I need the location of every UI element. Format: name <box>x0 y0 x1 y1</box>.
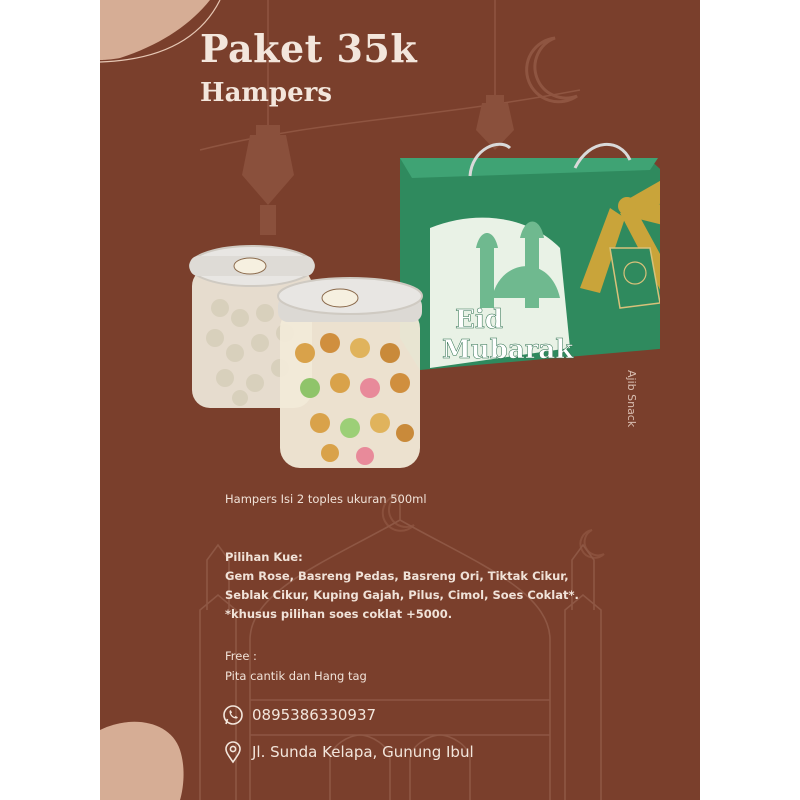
phone-contact <box>222 704 376 726</box>
jar-mixed-snack <box>278 278 422 468</box>
location-pin-icon <box>222 740 244 764</box>
product-photo <box>180 138 660 478</box>
choices-note: *khusus pilihan soes coklat +5000. <box>225 607 453 621</box>
free-section <box>225 646 367 686</box>
corner-blob-bottom-left <box>100 722 184 800</box>
free-label: Free : <box>225 649 257 663</box>
box-text-mubarak: Mubarak <box>442 335 574 365</box>
free-value: Pita cantik dan Hang tag <box>225 669 367 683</box>
brand-watermark: Ajib Snack <box>625 370 638 428</box>
corner-blob-top-left <box>100 0 210 60</box>
whatsapp-icon <box>222 704 244 726</box>
phone-number[interactable]: 0895386330937 <box>252 706 377 724</box>
address-text: Jl. Sunda Kelapa, Gunung Ibul <box>252 743 474 761</box>
choices-heading: Pilihan Kue: <box>225 550 303 564</box>
poster-subtitle: Hampers <box>200 78 332 108</box>
hampers-poster <box>100 0 700 800</box>
cake-choices <box>225 548 579 624</box>
poster-title: Paket 35k <box>200 26 418 71</box>
choices-line: Gem Rose, Basreng Pedas, Basreng Ori, Tiktak Cikur, <box>225 569 569 583</box>
hamper-box <box>400 144 660 370</box>
product-description: Hampers Isi 2 toples ukuran 500ml <box>225 492 427 506</box>
address-contact <box>222 740 474 764</box>
crescent-moon-icon-right <box>580 530 604 558</box>
box-text-eid: Eid <box>455 305 503 335</box>
choices-line: Seblak Cikur, Kuping Gajah, Pilus, Cimol, Soes Coklat*. <box>225 588 579 602</box>
